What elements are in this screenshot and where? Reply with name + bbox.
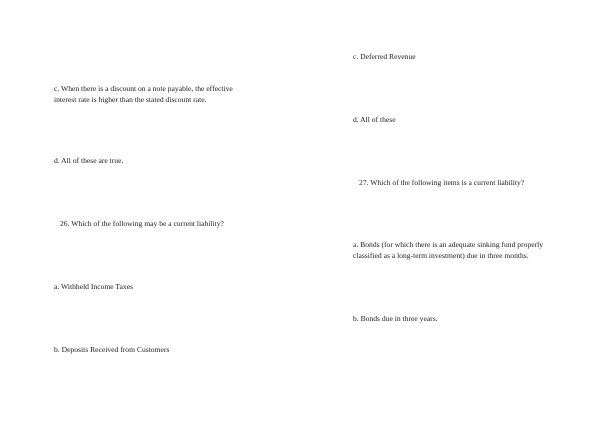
question-27: 27. Which of the following items is a current liability? xyxy=(359,178,525,187)
question-27-option-b: b. Bonds due in three years. xyxy=(353,314,438,323)
question-26-option-c: c. Deferred Revenue xyxy=(353,52,416,61)
answer-c-line2: interest rate is higher than the stated discount rate. xyxy=(54,94,207,104)
question-27-option-a xyxy=(353,240,568,261)
answer-c-note-discount xyxy=(54,84,299,105)
answer-d-all-true: d. All of these are true. xyxy=(54,156,124,165)
question-27-option-a-line2: classified as a long-term investment) due in three months. xyxy=(353,250,529,260)
answer-c-line1: c. When there is a discount on a note payable, the effective xyxy=(54,84,233,93)
question-26-option-b: b. Deposits Received from Customers xyxy=(54,345,170,354)
question-26-option-d: d. All of these xyxy=(353,115,396,124)
question-26-option-a: a. Withheld Income Taxes xyxy=(54,282,134,291)
question-26: 26. Which of the following may be a current liability? xyxy=(60,219,224,228)
question-27-option-a-line1: a. Bonds (for which there is an adequate sinking fund properly xyxy=(353,240,544,249)
